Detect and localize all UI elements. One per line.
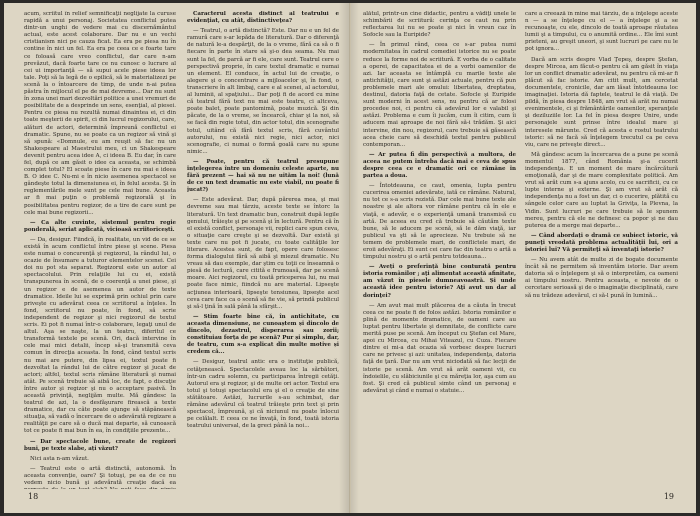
interview-question: — Aveți o preferință bine conturată pentru istoria românilor ; aţi alimentat această afinitate, am văzut în piesele dumneavoastră. Și unde această idee pentru istorie? Aţi avut un dar al dorinţei?	[363, 264, 516, 299]
left-page-columns	[24, 11, 339, 489]
interview-question: — Ar putea fi din perspectivă a multora, de aceea ne putem întreba dacă mai e ceva de spus despre ceea ce e dramatic ori ce rămâne în partea a doua.	[363, 151, 516, 180]
right-page-column-1	[363, 11, 516, 489]
interview-answer-paragraph: — Desigur, teatrul antic era o instituţie publică, cetăţenească. Spectacolele aveau loc la sărbători, într-un cadru solemn, cu participarea întregii cetăţi. Autorul era şi regizor, şi de multe ori actor. Textul era totul şi totuşi spectacolul era şi el o creaţie de sine stătătoare. Astăzi, lucrurile s-au schimbat, dar rămâne adevărul că teatrul trăieşte prin text şi prin spectacol, împreună, şi că niciunul nu poate înlocui pe celălalt. E ceea ce ne învaţă, în fond, toată istoria teatrului universal, de la greci până la noi...	[187, 359, 339, 430]
interview-answer-paragraph: — Nu avem atât de multe zi de bogate documente încât să ne permitem să inventăm istorie. Dar avem datoria să o înţelegem şi să o interpretăm, ca oameni ai timpului nostru. Pentru aceasta, e nevoie de o cercetare serioasă şi de o imaginaţie disciplinată, care să nu trădeze adevărul, ci să-l pună în lumină...	[525, 257, 678, 299]
right-page	[350, 3, 696, 513]
interview-answer-paragraph: — Este adevărat. Dar, după părerea mea, şi mai devreme sau mai târziu, aceste texte se întorc la literatură. Un text dramatic bun, construit după legile genului, trăieşte şi pe scenă şi în lectură. Pentru că în el există conflict, personaje vii, replici care spun ceva, o situaţie care creşte şi se dezvoltă. Dar există şi texte care nu pot fi jucate, cu toate calităţile lor literare. Acestea sunt, de fapt, opere care folosesc forma dialogului fără să aibă şi miezul dramatic. Nu vreau să dau exemple, dar ştim cu toţii ce înseamnă o piesă de lectură, care citită e frumoasă, dar pe scenă moare. Aici regizorul, cu toată priceperea lui, nu mai poate face nimic, fiindcă nu are material. Lipseşte acţiunea interioară, lipseşte tensiunea, lipseşte acel ceva care face ca o scenă să fie vie, să prindă publicul şi să-l ţină în sală până la sfârşit...	[187, 197, 339, 310]
magazine-spread	[4, 3, 696, 513]
interview-answer-paragraph: — Întotdeauna, ce caut, omenia, lupta pentru cucerirea omeniei adevărate, iată ce rămâne. Natural, nu tot ce s-a scris rezistă. Dar cele mai bune texte ale noastre şi ale altora vor rămâne pentru că în ele e viaţă, e adevăr, e o experienţă umană transmisă cu artă. De aceea eu cred că trebuie să căutăm texte bune, să le aducem pe scenă, să le dăm viaţă, iar publicul va şti să le aprecieze. Nu trebuie să ne temem de problemele mari, de conflictele mari, de eroii adevăraţi. Ei sunt cei care fac din teatru o artă a timpului nostru şi o artă pentru totdeauna...	[363, 183, 516, 261]
interview-question: — Ca alte cuvinte, sistemul pentru regie ponderală, seriat aplicată, vicioasă scriitoricești.	[24, 219, 176, 233]
right-page-columns	[363, 11, 678, 489]
interview-answer-paragraph: — Da, desigur. Fiindcă, în realitate, un vid de ce se există în acum conflictul între piese şi scene. Piesa este numai o concurenţă şi regizorul, la rândul lui, o ocazie de însumare a tuturor elementelor scenei. Cei doi nu pot sta separat. Regizorul este un autor al spectacolului. Prin relaţiile lui cu ei, există transpunerea în scenă, de o coerenţă a unei piese, şi un regizor e de asemenea un autor de texte dramatice. Ideile lui se exprimă prin ochiul prin care priveşte cu adevărat ceea ce scriitorul a înţeles. În fond, scriitorul nu poate, în fond, să scrie independent de regizor şi nici regizorul de textul scris. Ei pot fi numai într-o colaborare, legaţi unul de altul. Aşa se naşte, la un teatru, diferitul ce transformă textele pe scenă. Ori, dacă intervine în cele mai mici detalii, încep să-şi transmită ceva comun în direcţia aceasta. În fond, când textul scris nu mai are putere, din lipsa ei, textul poate fi dezvoltat la rândul lui de către regizor şi jucat de actori; altfel, textul scris rămâne literatură şi numai atât. Pe scenă trebuie să aibă loc, de fapt, o discuţie între autor şi regizor şi nu o acceptare pasivă. În această privinţă, neglijăm multe. Mă gândesc la teatrul de azi, la o desfăşurare firească a texte dramatice, dar cu câte poate ajunge să stăpânească situaţia, să vadă o încercare de o adevărată regizare a realităţii pe care să o ducă mai departe, să cunoască tot ce poate fi mai bun în ea, în condiţiile prezente...	[24, 236, 176, 435]
interview-question: — Stim foarte bine că, în antichitate, cu aceasta dimensiune, ne cunoaștem și dincolo de dincolo, dezastrul, disperarea sau zorii; constituiau forța de pe scenă? Pur și simplu, dar, de teatru, cum s-a explicat din multe motive și credem că...	[187, 313, 339, 356]
interview-answer-paragraph: Mă gândesc acum la încercarea de a pune pe scenă momentul 1877, când România şi-a cucerit independenţa. E un moment de mare încărcătură emoţională, dar şi de mare complexitate politică. Am vrut să arăt cum s-a ajuns acolo, cu ce sacrificii, cu ce lupte interne şi externe. Şi am vrut să arăt că independenţa nu a fost un dar, ci o cucerire, plătită cu sângele celor care au luptat la Griviţa, la Plevna, la Vidin. Sunt lucruri pe care trebuie să le spunem mereu, pentru că ele ne definesc ca popor şi ne dau puterea de a merge mai departe...	[525, 151, 678, 229]
left-page-column-2	[187, 11, 339, 489]
left-page	[4, 3, 350, 513]
interview-answer-paragraph: — Teatrul este o artă distinctă, autonomă. În aceasta convenţie, oare? Şi totuşi, pe ea de ce nu vedem nicio bună şi adevărată creaţie dacă ea	[24, 465, 176, 486]
right-page-column-2	[525, 11, 678, 489]
interview-question: Caracterul acesta distinct al teatrului e evidenţiat, cu atât, distinctiveţea?	[187, 11, 339, 25]
interview-answer-paragraph: alătul, printr-un cine didactic, pentru a vădiţi unele le schimbării de scriitură: cerinţa ce caut nu prin reflectarea lui nu se poate şi nici în vreun caz în Sofocle sau la Euripide?	[363, 11, 516, 39]
interview-answer-paragraph: — În primul rând, ceea ce s-ar putea numi modernitatea în cadrul comediei istorice nu se poate reduce la forme noi de scriitură. E vorba de o calitate a operei, de capacitatea ei de a vorbi oamenilor de azi. Iar aceasta se întâmplă cu marile texte ale antichităţii, care sunt şi astăzi actuale, pentru că pun problemele mari ale omului: libertatea, dreptatea, destinul, datoria faţă de cetate. Sofocle şi Euripide sunt moderni în acest sens, nu pentru că ar folosi procedee noi, ci pentru că adevărul lor e valabil şi astăzi. Problema e cum îi jucăm, cum îi citim, cum îi aducem mai aproape de noi fără să-i trădăm. Şi aici intervine, din nou, regizorul, care trebuie să găsească acea cheie care să deschidă textul pentru publicul contemporan...	[363, 42, 516, 148]
left-page-number: 18	[28, 492, 39, 501]
interview-answer-paragraph: Nici asta n-am văzut.	[30, 455, 89, 462]
left-page-column-1	[24, 11, 176, 489]
interview-answer-paragraph: Dacă am scris despre Vlad Ţepeş, despre Ştefan, despre Mircea, am făcut-o pentru că am găsit în viaţa lor un conflict dramatic adevărat, nu pentru că mi-ar fi plăcut să fac istorie. Am citit mult, am cercetat documentele, cronicile, dar am lăsat întotdeauna loc imaginaţiei. Istoria dă faptele, teatrul le dă viaţă. De pildă, în piesa despre 1848, am vrut să arăt nu numai evenimentele, ci şi frământările oamenilor, speranţele şi deziluziile lor. La fel în piesa despre Unire, unde personajele sunt prinse între idealul mare şi interesele mărunte. Cred că acesta e rostul teatrului istoric: să ne facă să înţelegem trecutul ca pe ceva viu, care ne priveşte direct...	[525, 56, 678, 148]
interview-answer-paragraph: care a creează în mine mai târziu, de a înţelege aceste n — a se înţelege cu el — a înţelege şi a se recunoaşte, cu ele, dincolo de toată aproape răutatea lumii şi a timpului, cu o anumită ordine... Ele îmi sunt prieteni, au greşit uneori, şi sunt lucruri pe care nu le pot ignora...	[525, 11, 678, 53]
right-page-number: 19	[663, 492, 674, 501]
interview-answer-paragraph: acum, scriitul în relief semnificaţii neglijate la curuse rapidă a unui personaj. Societatea conflictul putea dintr-un unghi de vedere mai cu discernământul actual, este acest colaborare. Dar nu e un vechi cristianism nici pe cauza ficat. Ea era pe piesa nu în contine în nici un fel. Ea era pe ceea ce e foarte tare ce foloasă care vreo conflictul, dar care n-am prevăzut, dacă foarte tare ce nu cunosc o lucrare al cei ui importanţă — să supui acele piese ideea lor tale. Poţi să la legă de o epilică, să le materializezi pe scenă la o întoarcere de timp, de unde n-ai putea păstra în mijlocul el pe de mai devreme... Dar nu sunt în zona unei mari dezvoltări politice a unei vremuri de posibilitate de a desprinde un sens, esenţial, al piesei. Pentru ce piesa nu rezultă numai dinaintea ei, ci din toate meşterii de spirit, ci din lucrul regizorului, care, alături de actori, determină împreună conflictul ei dramatic. Spune, nu se poate ca un regizor să vină şi să spună: «Domnule, eu am reuşit să fac nu un Shakespeare al Maestrului meu, ci un Shakespeare devenit pentru acea idee A, ci ideea B. Eu dar, în care fel, după ce am găsit o idee ca aceasta, se schimbă complet totul? El scoate piese în care nu mai e ideea B. O idee C. Nu-mi e în nicio asemenea spectacol se gândeşte totul la dimensiunea ei, în felul acesta. Şi în reglementările mele sunt pe cele mai bune. Aceasta ar fi mai puţin o problemă regizorală şi în posibilitatea pentru regizor, de a tire de care sunt pe cele mai bune regizorii...	[24, 11, 176, 216]
interview-question: — Poate, pentru că teatrul presupune înțelegerea între un domeniu celeste aparte, nu fără prezent — hai să nu ne uităm la noi! (lună de ce un text dramatic nu este viabil, nu poate fi jucat?)	[187, 158, 339, 194]
interview-question: — Când abordați o dramă ce subiect istoric, vă puneţi vreodată problema actualităţii lui, ori a istoriei lui? Vă permiteţi să inventaţi istorie?	[525, 232, 678, 253]
interview-answer-paragraph: — Teatrul, o artă distinctă? Este. Dar nu e un fel de ramură care s-ar lepăda de literatură. Dar o diferenţă de natură le-a despărţit, de la o vreme, fără ca să o fi fiecare în parte în stare să şi-o dea seama. Nu mai sunt la fel, de parcă ar fi ele, care sunt. Teatrul cere o perspectivă proprie, în care textul dramatic e numai un element. El conduce, în actul lui de creaţie, o alegere şi o concentrare a mijloacelor şi, în fond, o transcriere în alt limbaj, care e al scenei, al actorului, al luminii, al spaţiului... Dar poţi fi de acord cu mine că teatrul fără text nu mai este teatru, ci altceva, poate balet, poate pantomimă, poate muzică. Şi din păcate, de la o vreme, se încearcă, chiar şi la noi, să se facă din regie totul, din actor totul, din scenografie totul, uitând că fără textul scris, fără cuvântul autorului, nu există nici regie, nici actor, nici scenografie, ci numai o formă goală care nu spune nimic...	[187, 28, 339, 155]
interview-question: — Dar spectacole bune, create de regizori buni, pe texte slabe, ați văzut?	[24, 438, 176, 452]
interview-answer-paragraph: — Am avut mai mult plăcerea de a căuta în trecut ceea ce ne poate fi de folos astăzi. Istoria românilor e plină de momente dramatice, de oameni care au luptat pentru libertate şi demnitate, de conflicte care merită puse pe scenă. Am început cu Ştefan cel Mare, apoi cu Mircea, cu Mihai Viteazul, cu Cuza. Fiecare dintre ei mi-a dat ocazia să vorbesc despre lucruri care ne privesc şi azi: unitatea, independenţa, datoria faţă de ţară. Dar nu am vrut niciodată să fac lecţii de istorie pe scenă. Am vrut să arăt oameni vii, cu îndoielile, cu slăbiciunile şi cu măreţia lor, aşa cum au fost. Şi cred că publicul simte când un personaj e adevărat şi când e numai o statuie...	[363, 302, 516, 394]
